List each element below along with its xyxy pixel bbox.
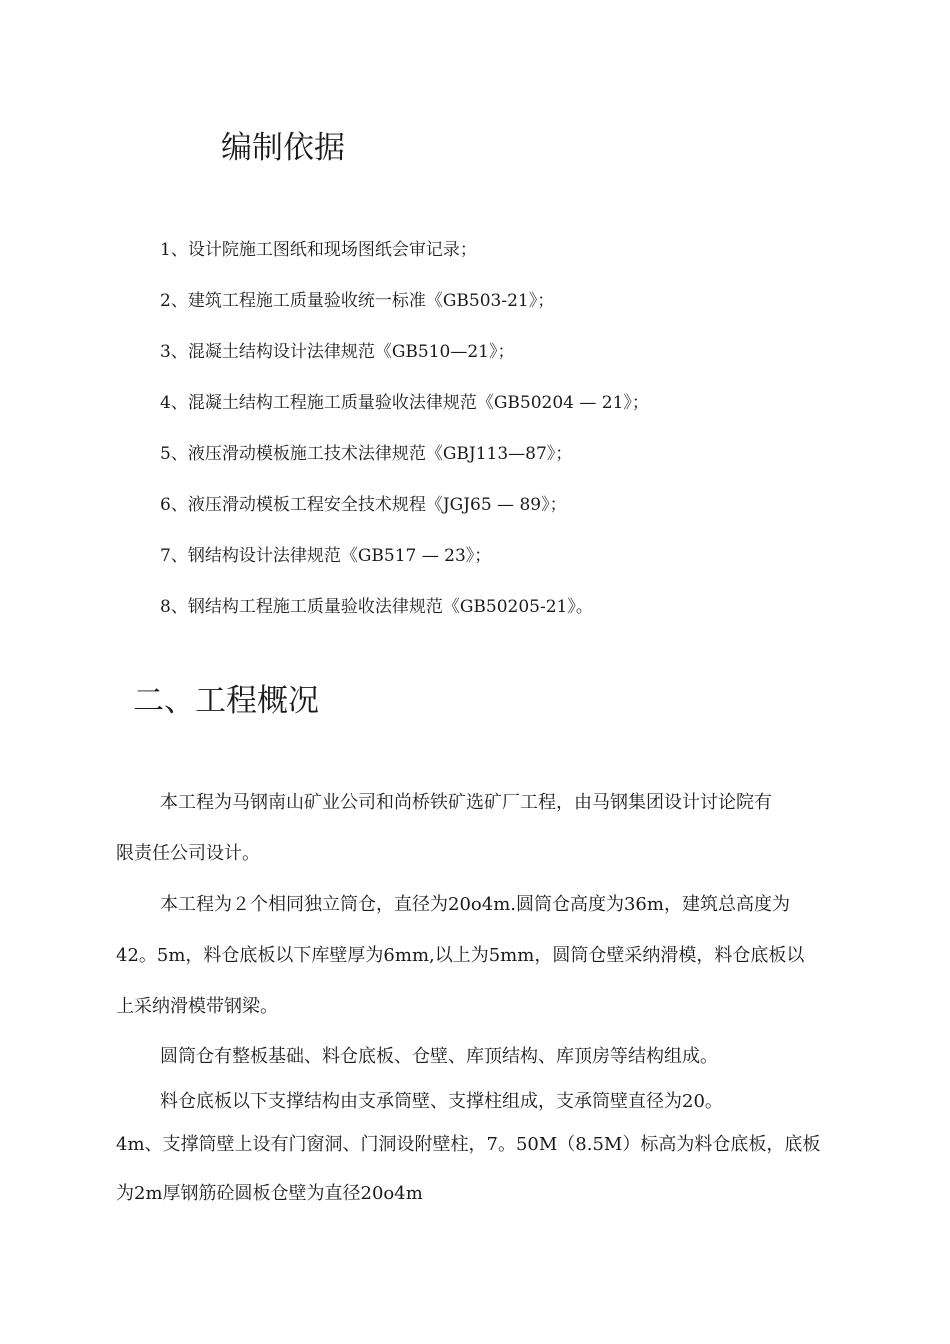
list-item: 7、钢结构设计法律规范《GB517 — 23》； (160, 546, 492, 566)
body-line: 本工程为马钢南山矿业公司和尚桥铁矿选矿厂工程，由马钢集团设计讨论院有 (160, 792, 772, 813)
list-item: 3、混凝土结构设计法律规范《GB510—21》； (160, 342, 515, 362)
list-item: 6、液压滑动模板工程安全技术规程《JGJ65 — 89》； (160, 495, 567, 515)
section-title-overview: 二、工程概况 (133, 683, 319, 719)
list-item: 5、液压滑动模板施工技术法律规范《GBJ113—87》； (160, 444, 573, 464)
reference-list (160, 232, 649, 640)
list-item: 2、建筑工程施工质量验收统一标准《GB503-21》； (160, 291, 555, 311)
body-line: 限责任公司设计。 (116, 843, 260, 864)
list-item: 8、钢结构工程施工质量验收法律规范《GB50205-21》。 (160, 597, 593, 617)
body-line: 圆筒仓有整板基础、料仓底板、仓壁、库顶结构、库顶房等结构组成。 (160, 1046, 718, 1067)
body-line: 本工程为２个相同独立筒仓，直径为20o4m.圆筒仓高度为36m，建筑总高度为 (160, 894, 790, 915)
body-line: 42。5m，料仓底板以下库壁厚为6mm,以上为5mm，圆筒仓壁采纳滑模，料仓底板以 (116, 945, 805, 966)
body-line: 4m、支撑筒壁上设有门窗洞、门洞设附壁柱，7。50M（8.5M）标高为料仓底板，底板 (116, 1134, 821, 1155)
list-item: 4、混凝土结构工程施工质量验收法律规范《GB50204 — 21》； (160, 393, 649, 413)
list-item: 1、设计院施工图纸和现场图纸会审记录； (160, 240, 477, 260)
section-title-basis: 编制依据 (221, 130, 345, 166)
body-line: 料仓底板以下支撑结构由支承筒壁、支撑柱组成，支承筒壁直径为20。 (160, 1091, 723, 1112)
body-line: 为2m厚钢筋砼圆板仓壁为直径20o4m (116, 1183, 423, 1204)
body-line: 上采纳滑模带钢梁。 (116, 996, 278, 1017)
